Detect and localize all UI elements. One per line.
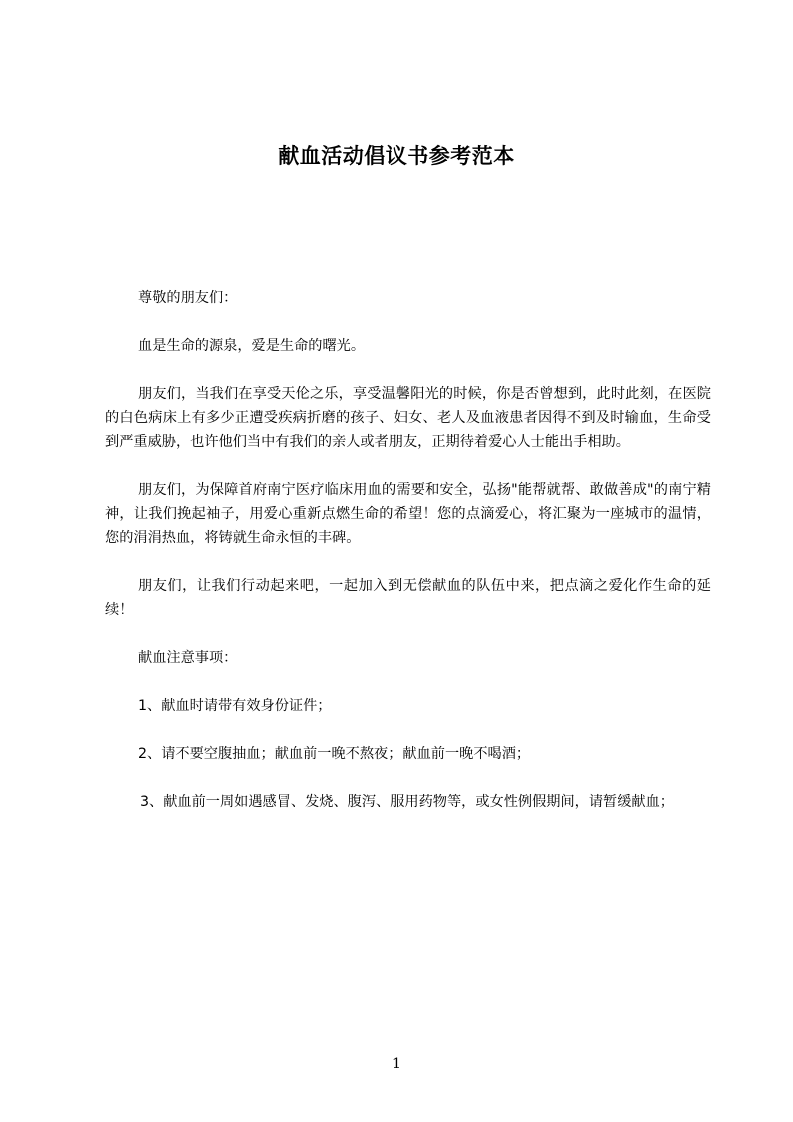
page-number: 1 xyxy=(392,1056,401,1072)
note-item: 2、请不要空腹抽血；献血前一晚不熬夜；献血前一晚不喝酒； xyxy=(138,746,531,762)
document-title: 献血活动倡议书参考范本 xyxy=(278,144,515,168)
paragraph-opening: 血是生命的源泉，爱是生命的曙光。 xyxy=(138,338,366,354)
paragraph-nanning-spirit: 朋友们，为保障首府南宁医疗临床用血的需要和安全，弘扬"能帮就帮、敢做善成"的南宁精神，让我们挽起袖子，用爱心重新点燃生命的希望！您的点滴爱心，将汇聚为一座城市的温情，您的涓涓热血，将铸就生命永恒的丰碑。 xyxy=(105,482,711,546)
salutation: 尊敬的朋友们： xyxy=(138,290,238,306)
note-item: 3、献血前一周如遇感冒、发烧、腹泻、服用药物等，或女性例假期间，请暂缓献血； xyxy=(140,794,674,810)
paragraph-call-to-action: 朋友们，让我们行动起来吧，一起加入到无偿献血的队伍中来，把点滴之爱化作生命的延续！ xyxy=(105,578,711,618)
note-item: 1、献血时请带有效身份证件； xyxy=(138,698,332,714)
notes-heading: 献血注意事项： xyxy=(138,650,238,666)
document-body xyxy=(105,286,711,838)
paragraph-appeal: 朋友们，当我们在享受天伦之乐，享受温馨阳光的时候，你是否曾想到，此时此刻，在医院的白色病床上有多少正遭受疾病折磨的孩子、妇女、老人及血液患者因得不到及时输血，生命受到严重威胁，也许他们当中有我们的亲人或者朋友，正期待着爱心人士能出手相助。 xyxy=(105,386,711,450)
